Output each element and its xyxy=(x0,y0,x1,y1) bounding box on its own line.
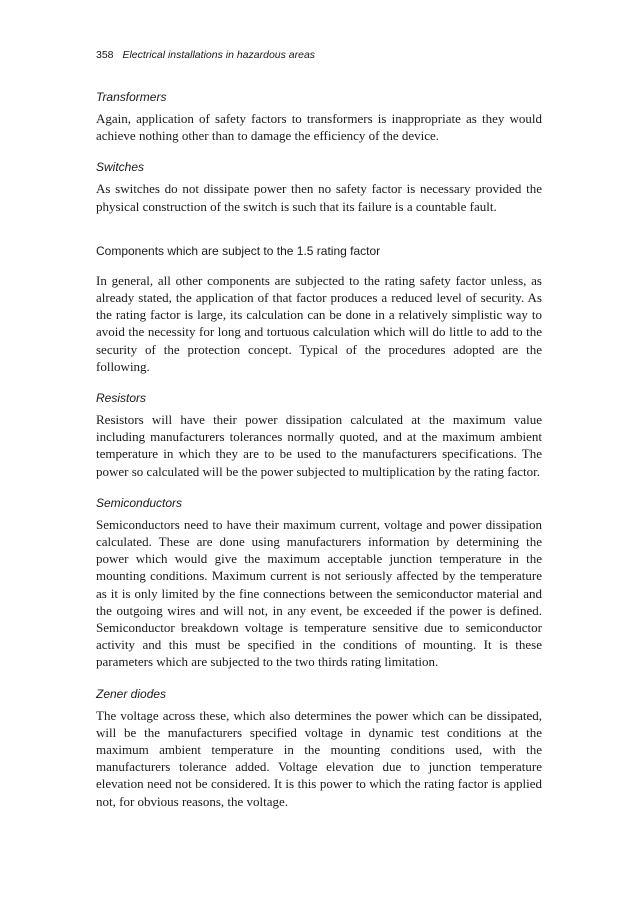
book-page xyxy=(96,48,542,810)
page-number: 358 xyxy=(96,49,114,61)
heading-resistors: Resistors xyxy=(96,391,147,406)
heading-transformers: Transformers xyxy=(96,90,167,104)
paragraph-zener-diodes: The voltage across these, which also determines the power which can be dissipated, will be the manufacturers specified voltage in dynamic test conditions at the maximum ambient temperature in the mounting conditions used, with the manufacturers tolerance added. Voltage elevation due to junction temperature elevation need not be considered. It is this power to which the rating factor is applied not, for obvious reasons, the voltage. xyxy=(96,707,542,809)
heading-switches: Switches xyxy=(96,160,145,175)
paragraph-rating-factor: In general, all other components are subjected to the rating safety factor unless, as already stated, the application of that factor produces a reduced level of security. As the rating factor is large, its calculation can be done in a relatively simplistic way to avoid the necessity for long and tortuous calculation which will do little to add to the security of the protection concept. Typical of the procedures adopted are the following. xyxy=(96,272,542,374)
heading-zener-diodes: Zener diodes xyxy=(96,686,167,701)
paragraph-semiconductors: Semiconductors need to have their maximum current, voltage and power dissipation calculated. These are done using manufacturers information by determining the power which would give the maximum acceptable junction temperature in the mounting conditions. Maximum current is not seriously affected by the temperature as it is only limited by the fine connections between the semiconductor material and the outgoing wires and will not, in any event, be exceeded if the power is defined. Semiconductor breakdown voltage is temperature sensitive due to semiconductor activity and this must be specified in the conditions of mounting. It is these parameters which are subjected to the two thirds rating limitation. xyxy=(96,516,542,670)
running-header xyxy=(96,48,542,62)
paragraph-resistors: Resistors will have their power dissipation calculated at the maximum value including manufacturers tolerances normally quoted, and at the maximum ambient temperature in which they are to be used to the manufacturers specifications. The power so calculated will be the power subjected to multiplication by the rating factor. xyxy=(96,412,542,479)
heading-semiconductors: Semiconductors xyxy=(96,495,183,510)
paragraph-switches: As switches do not dissipate power then no safety factor is necessary provided the physical construction of the switch is such that its failure is a countable fault. xyxy=(96,181,542,214)
paragraph-transformers: Again, application of safety factors to transformers is inappropriate as they would achieve nothing other than to damage the efficiency of the device. xyxy=(96,111,542,144)
heading-rating-factor: Components which are subject to the 1.5 rating factor xyxy=(96,243,381,258)
book-title: Electrical installations in hazardous areas xyxy=(122,49,316,61)
